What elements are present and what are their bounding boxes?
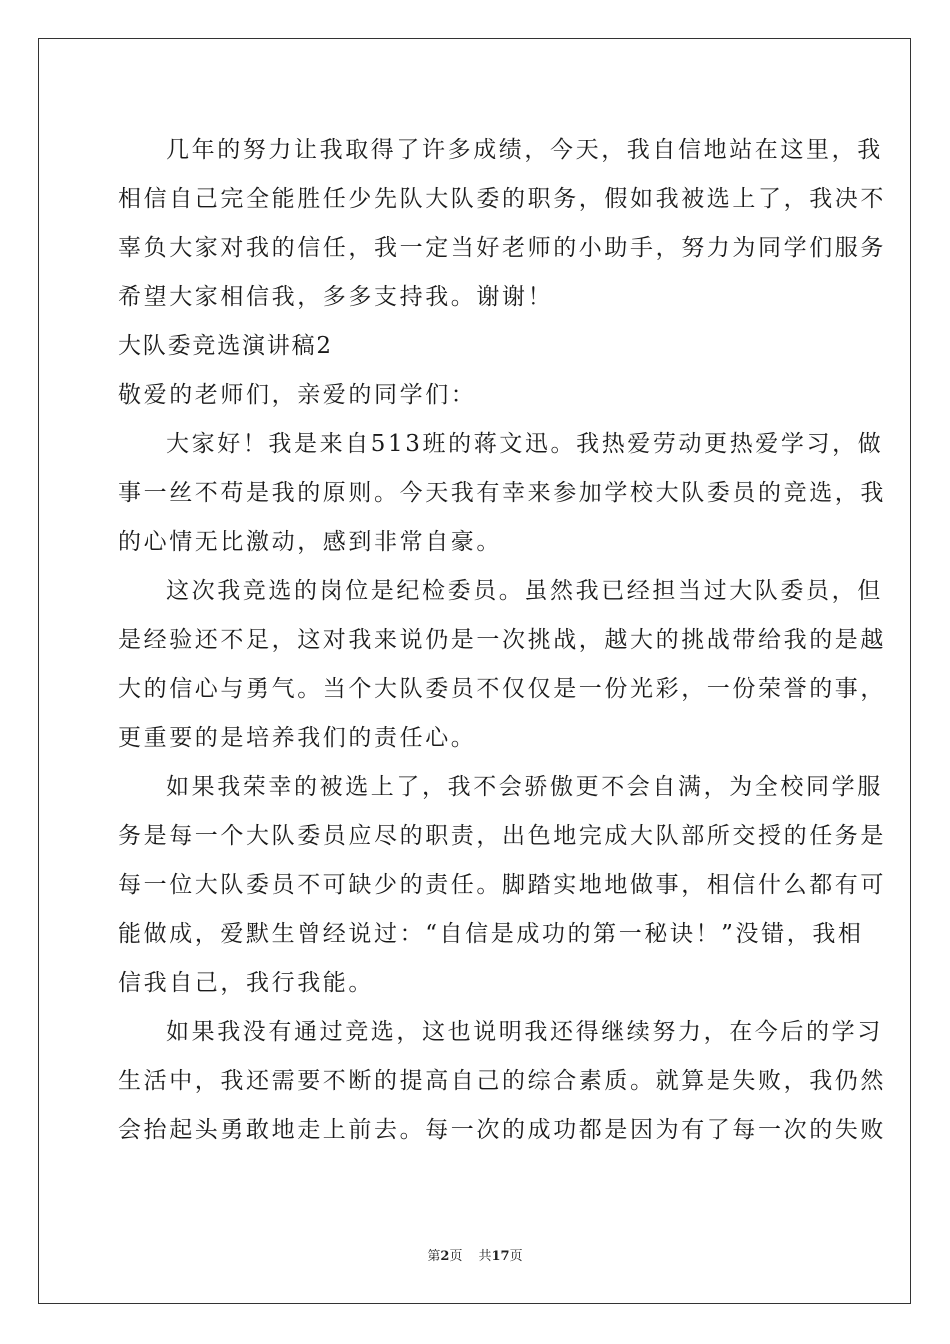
page-footer bbox=[0, 1245, 950, 1264]
document-body bbox=[118, 126, 886, 1155]
total-prefix: 共 bbox=[478, 1249, 492, 1264]
text-line: 生活中，我还需要不断的提高自己的综合素质。就算是失败，我仍然 bbox=[118, 1068, 886, 1094]
page-suffix: 页 bbox=[449, 1249, 463, 1264]
text-line: 敬爱的老师们，亲爱的同学们： bbox=[118, 382, 477, 408]
text-line: 这次我竞选的岗位是纪检委员。虽然我已经担当过大队委员，但 bbox=[166, 578, 883, 604]
text-line: 几年的努力让我取得了许多成绩，今天，我自信地站在这里，我 bbox=[166, 137, 883, 163]
section-heading: 大队委竞选演讲稿2 bbox=[118, 333, 333, 359]
text-line: 大家好！我是来自513班的蒋文迅。我热爱劳动更热爱学习，做 bbox=[166, 431, 884, 457]
total-suffix: 页 bbox=[509, 1249, 523, 1264]
text-line: 会抬起头勇敢地走上前去。每一次的成功都是因为有了每一次的失败 bbox=[118, 1117, 886, 1143]
text-line: 每一位大队委员不可缺少的责任。脚踏实地地做事，相信什么都有可 bbox=[118, 872, 886, 898]
text-line: 相信自己完全能胜任少先队大队委的职务，假如我被选上了，我决不 bbox=[118, 186, 886, 212]
total-pages: 17 bbox=[491, 1249, 510, 1264]
page-prefix: 第 bbox=[427, 1249, 441, 1264]
text-line: 事一丝不苟是我的原则。今天我有幸来参加学校大队委员的竞选，我 bbox=[118, 480, 886, 506]
text-line: 辜负大家对我的信任，我一定当好老师的小助手，努力为同学们服务 bbox=[118, 235, 886, 261]
text-line: 是经验还不足，这对我来说仍是一次挑战，越大的挑战带给我的是越 bbox=[118, 627, 886, 653]
text-line: 能做成，爱默生曾经说过：“自信是成功的第一秘诀！”没错，我相 bbox=[118, 921, 864, 947]
page-number: 2 bbox=[440, 1249, 450, 1264]
text-line: 更重要的是培养我们的责任心。 bbox=[118, 725, 477, 751]
text-line: 如果我荣幸的被选上了，我不会骄傲更不会自满，为全校同学服 bbox=[166, 774, 883, 800]
text-line: 务是每一个大队委员应尽的职责，出色地完成大队部所交授的任务是 bbox=[118, 823, 886, 849]
text-line: 的心情无比激动，感到非常自豪。 bbox=[118, 529, 502, 555]
text-line: 希望大家相信我，多多支持我。谢谢！ bbox=[118, 284, 554, 310]
text-line: 大的信心与勇气。当个大队委员不仅仅是一份光彩，一份荣誉的事， bbox=[118, 676, 886, 702]
text-line: 信我自己，我行我能。 bbox=[118, 970, 374, 996]
text-line: 如果我没有通过竞选，这也说明我还得继续努力，在今后的学习 bbox=[166, 1019, 883, 1045]
